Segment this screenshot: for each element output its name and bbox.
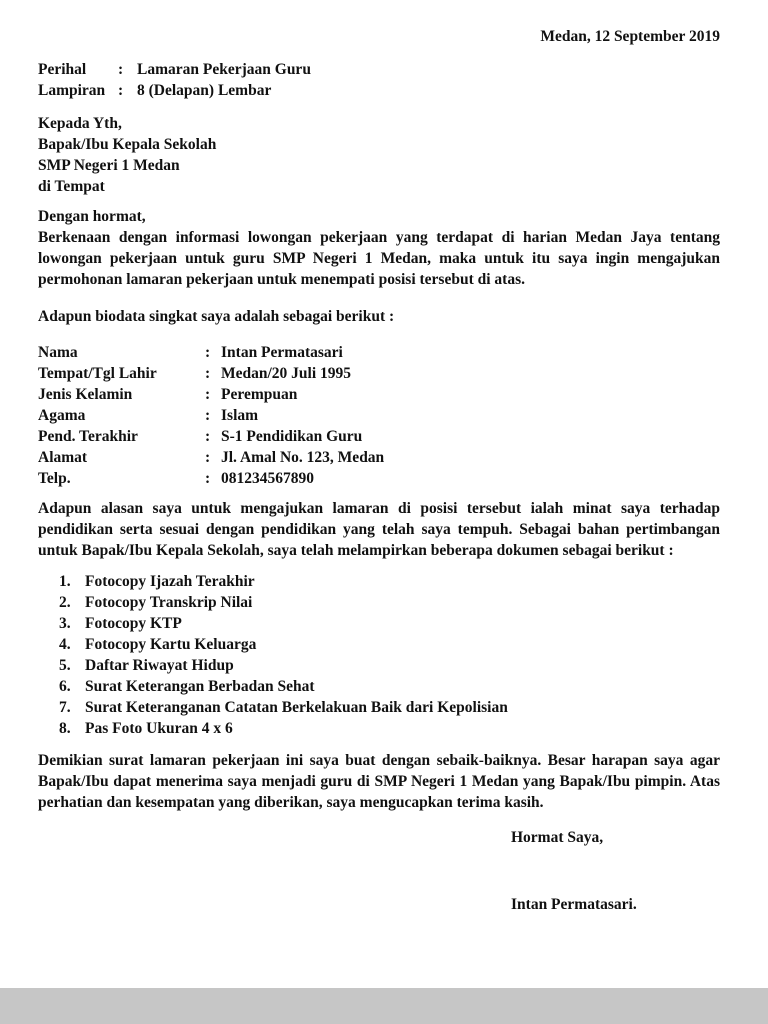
biodata-block [38, 342, 720, 489]
list-item [59, 613, 720, 634]
biodata-value: Intan Permatasari [221, 344, 343, 361]
biodata-label: Tempat/Tgl Lahir [38, 365, 157, 382]
biodata-value: Medan/20 Juli 1995 [221, 365, 352, 382]
list-item [59, 634, 720, 655]
biodata-colon: : [205, 428, 211, 445]
list-item [59, 592, 720, 613]
recipient-line: SMP Negeri 1 Medan [38, 157, 180, 174]
list-item-text: Daftar Riwayat Hidup [85, 657, 234, 674]
recipient-line: di Tempat [38, 178, 105, 195]
biodata-label: Agama [38, 407, 86, 424]
biodata-value: Perempuan [221, 386, 298, 403]
biodata-label: Telp. [38, 470, 71, 487]
list-item-text: Fotocopy Transkrip Nilai [85, 594, 253, 611]
second-paragraph: Adapun alasan saya untuk mengajukan lamaran di posisi tersebut ialah minat saya terhadap pendidikan serta sesuai dengan pendidikan yang telah saya tempuh. Sebagai bahan pertimbangan untuk Bapak/Ibu Kepala Sekolah, saya telah melampirkan beberapa dokumen sebagai berikut : [38, 500, 720, 559]
list-item-text: Pas Foto Ukuran 4 x 6 [85, 720, 233, 737]
biodata-colon: : [205, 386, 211, 403]
list-item [59, 697, 720, 718]
biodata-row-tempat-tgl-lahir [38, 363, 720, 384]
meta-colon: : [118, 82, 124, 99]
list-item [59, 571, 720, 592]
biodata-value: 081234567890 [221, 470, 314, 487]
list-item-number: 6. [59, 678, 71, 695]
opening-block [38, 206, 720, 290]
salutation: Dengan hormat, [38, 208, 146, 225]
closing-paragraph: Demikian surat lamaran pekerjaan ini saya buat dengan sebaik-baiknya. Besar harapan saya agar Bapak/Ibu dapat menerima saya menjadi guru di SMP Negeri 1 Medan yang Bapak/Ibu pimpin. Atas perhatian dan kesempatan yang diberikan, saya mengucapkan terima kasih. [38, 752, 720, 811]
signature-name: Intan Permatasari. [511, 896, 637, 913]
biodata-intro: Adapun biodata singkat saya adalah sebagai berikut : [38, 308, 395, 325]
list-item [59, 676, 720, 697]
biodata-colon: : [205, 470, 211, 487]
biodata-row-nama [38, 342, 720, 363]
letter-meta-block [38, 59, 720, 101]
biodata-label: Alamat [38, 449, 88, 466]
list-item [59, 655, 720, 676]
meta-value: Lamaran Pekerjaan Guru [137, 61, 311, 78]
biodata-row-telp [38, 468, 720, 489]
list-item-number: 5. [59, 657, 71, 674]
biodata-colon: : [205, 365, 211, 382]
list-item-text: Fotocopy KTP [85, 615, 182, 632]
list-item-number: 3. [59, 615, 71, 632]
biodata-colon: : [205, 407, 211, 424]
meta-label: Perihal [38, 61, 87, 78]
attachments-list [38, 571, 720, 739]
list-item-number: 1. [59, 573, 71, 590]
biodata-row-pend-terakhir [38, 426, 720, 447]
biodata-colon: : [205, 344, 211, 361]
list-item-text: Fotocopy Ijazah Terakhir [85, 573, 255, 590]
biodata-colon: : [205, 449, 211, 466]
list-item-text: Fotocopy Kartu Keluarga [85, 636, 257, 653]
biodata-row-jenis-kelamin [38, 384, 720, 405]
biodata-value: Islam [221, 407, 259, 424]
biodata-value: Jl. Amal No. 123, Medan [221, 449, 385, 466]
biodata-label: Pend. Terakhir [38, 428, 138, 445]
meta-row-perihal [38, 59, 720, 80]
meta-value: 8 (Delapan) Lembar [137, 82, 272, 99]
meta-row-lampiran [38, 80, 720, 101]
meta-label: Lampiran [38, 82, 106, 99]
recipient-line: Bapak/Ibu Kepala Sekolah [38, 136, 217, 153]
list-item-text: Surat Keteranganan Catatan Berkelakuan Baik dari Kepolisian [85, 699, 508, 716]
list-item-text: Surat Keterangan Berbadan Sehat [85, 678, 315, 695]
letter-date: Medan, 12 September 2019 [540, 28, 720, 45]
opening-paragraph: Berkenaan dengan informasi lowongan pekerjaan yang terdapat di harian Medan Jaya tentang lowongan pekerjaan untuk guru SMP Negeri 1 Medan, maka untuk itu saya ingin mengajukan permohonan lamaran pekerjaan untuk menempati posisi tersebut di atas. [38, 229, 720, 288]
meta-colon: : [118, 61, 124, 78]
list-item-number: 2. [59, 594, 71, 611]
biodata-label: Jenis Kelamin [38, 386, 133, 403]
recipient-block [38, 113, 720, 197]
list-item-number: 7. [59, 699, 71, 716]
biodata-label: Nama [38, 344, 78, 361]
biodata-value: S-1 Pendidikan Guru [221, 428, 363, 445]
recipient-line: Kepada Yth, [38, 115, 122, 132]
biodata-row-alamat [38, 447, 720, 468]
list-item-number: 4. [59, 636, 71, 653]
biodata-row-agama [38, 405, 720, 426]
list-item [59, 718, 720, 739]
signature-label: Hormat Saya, [511, 829, 604, 846]
list-item-number: 8. [59, 720, 71, 737]
